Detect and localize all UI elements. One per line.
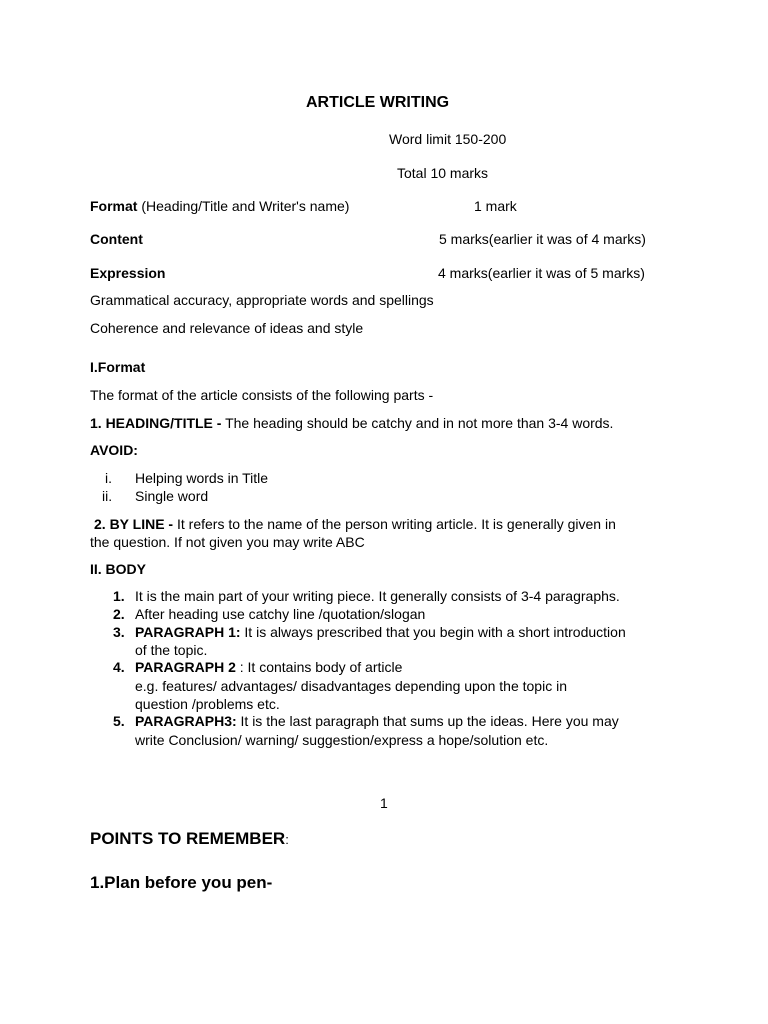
word-limit: Word limit 150-200	[389, 131, 507, 147]
avoid-item-number: i.	[105, 470, 112, 486]
body-item-text: e.g. features/ advantages/ disadvantages depending upon the topic in	[135, 678, 567, 694]
marks-value: 4 marks(earlier it was of 5 marks)	[438, 265, 645, 281]
body-item-line	[135, 623, 626, 641]
byline-text-cont: the question. If not given you may write ABC	[90, 534, 365, 550]
expression-note: Grammatical accuracy, appropriate words and spellings	[90, 292, 434, 308]
avoid-item-text: Helping words in Title	[135, 470, 269, 486]
body-item-number: 3.	[113, 624, 125, 640]
total-marks: Total 10 marks	[397, 165, 489, 181]
marks-label: Expression	[90, 265, 166, 281]
section-heading-body: II. BODY	[90, 561, 147, 577]
page-title: ARTICLE WRITING	[306, 94, 450, 111]
body-item-text: : It contains body of article	[235, 659, 403, 675]
body-item-text: It is the last paragraph that sums up the ideas. Here you may	[236, 713, 619, 729]
points-heading-suffix: :	[285, 832, 289, 847]
body-item-bold: PARAGRAPH3:	[135, 713, 237, 729]
plan-heading: 1.Plan before you pen-	[90, 873, 273, 892]
section-heading-format: I.Format	[90, 359, 146, 375]
body-item-text: After heading use catchy line /quotation/slogan	[135, 606, 426, 622]
byline-text: It refers to the name of the person writing article. It is generally given in	[173, 516, 616, 532]
marks-desc: (Heading/Title and Writer's name)	[141, 198, 350, 214]
marks-label: Content	[90, 231, 143, 247]
body-item-text: of the topic.	[135, 642, 208, 658]
byline-paragraph	[94, 515, 616, 533]
points-heading: POINTS TO REMEMBER	[90, 829, 286, 848]
marks-value: 5 marks(earlier it was of 4 marks)	[439, 231, 646, 247]
points-heading-line	[90, 830, 289, 849]
body-item-text: It is always prescribed that you begin with a short introduction	[240, 624, 626, 640]
heading-title-paragraph	[90, 414, 613, 432]
heading-title-text: The heading should be catchy and in not more than 3-4 words.	[221, 415, 614, 431]
marks-row-format	[90, 197, 349, 215]
body-item-number: 2.	[113, 606, 125, 622]
body-item-bold: PARAGRAPH 2	[135, 659, 236, 675]
body-item-text: It is the main part of your writing piece. It generally consists of 3-4 paragraphs.	[135, 588, 620, 604]
body-item-number: 1.	[113, 588, 125, 604]
body-item-text: write Conclusion/ warning/ suggestion/express a hope/solution etc.	[135, 732, 549, 748]
heading-title-label: 1. HEADING/TITLE -	[90, 415, 222, 431]
body-item-bold: PARAGRAPH 1:	[135, 624, 241, 640]
page-number: 1	[380, 795, 388, 811]
marks-label: Format	[90, 198, 138, 214]
body-item-number: 4.	[113, 659, 125, 675]
expression-note: Coherence and relevance of ideas and style	[90, 320, 364, 336]
avoid-label: AVOID:	[90, 442, 138, 458]
body-item-line	[135, 712, 619, 730]
body-item-number: 5.	[113, 713, 125, 729]
format-intro: The format of the article consists of the following parts -	[90, 387, 434, 403]
body-item-text: question /problems etc.	[135, 696, 280, 712]
body-item-line	[135, 658, 402, 676]
avoid-item-text: Single word	[135, 488, 209, 504]
marks-value: 1 mark	[474, 198, 517, 214]
avoid-item-number: ii.	[102, 488, 113, 504]
byline-label: 2. BY LINE -	[94, 516, 174, 532]
